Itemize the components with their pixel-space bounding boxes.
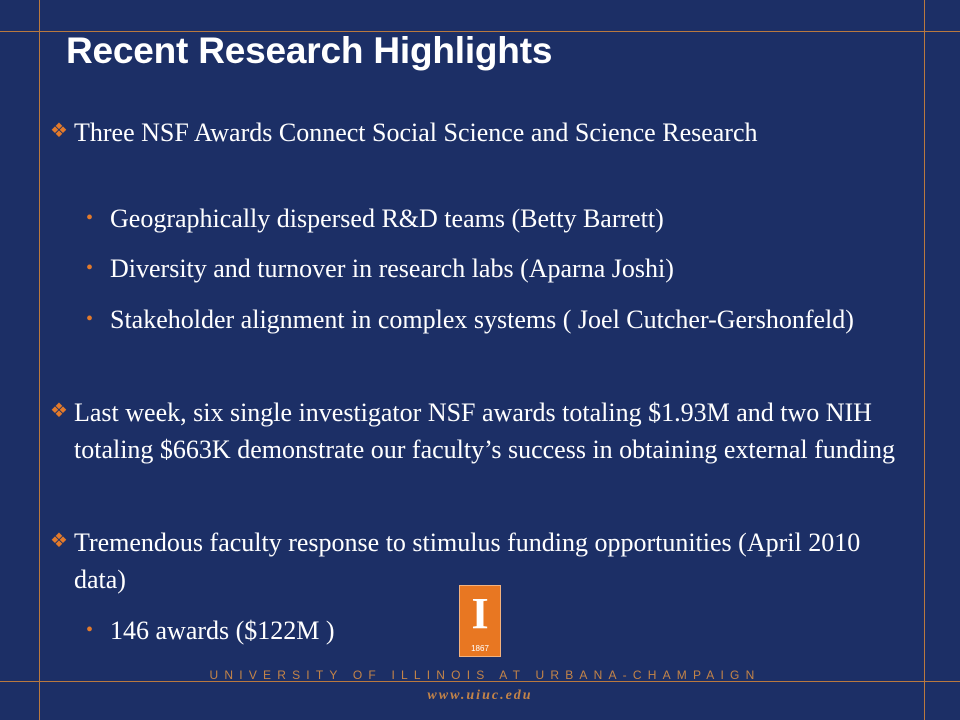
dot-bullet-icon: • (86, 308, 94, 330)
diamond-bullet-icon: ❖ (50, 530, 68, 552)
bullet-item (50, 394, 919, 468)
footer-university-name: UNIVERSITY OF ILLINOIS AT URBANA-CHAMPAIGN (209, 668, 761, 682)
footer-url: www.uiuc.edu (427, 688, 533, 703)
bullet-text: Three NSF Awards Connect Social Science and Science Research (74, 118, 758, 147)
logo-year: 1867 (471, 644, 489, 653)
dot-bullet-icon: • (86, 257, 94, 279)
slide-title: Recent Research Highlights (66, 30, 553, 71)
bullet-text: Tremendous faculty response to stimulus funding opportunities (April 2010 data) (74, 528, 861, 594)
sub-bullet-text: Geographically dispersed R&D teams (Betty Barrett) (110, 204, 664, 233)
sub-bullet-item (86, 301, 870, 338)
university-logo (459, 585, 501, 657)
dot-bullet-icon: • (86, 619, 94, 641)
sub-bullet-text: Stakeholder alignment in complex systems ( Joel Cutcher-Gershonfeld) (110, 305, 854, 334)
bullet-text: Last week, six single investigator NSF awards totaling $1.93M and two NIH totaling $663K demonstrate our faculty’s success in obtaining external funding (74, 398, 895, 464)
sub-bullet-text: 146 awards ($122M ) (110, 616, 335, 645)
sub-bullet-item (86, 200, 830, 237)
logo-block-i: I (471, 589, 489, 638)
sub-bullet-item (86, 250, 830, 287)
diamond-bullet-icon: ❖ (50, 400, 68, 422)
bullet-item (50, 114, 834, 151)
sub-bullet-item (86, 612, 430, 649)
dot-bullet-icon: • (86, 207, 94, 229)
sub-bullet-text: Diversity and turnover in research labs (Aparna Joshi) (110, 254, 674, 283)
diamond-bullet-icon: ❖ (50, 120, 68, 142)
